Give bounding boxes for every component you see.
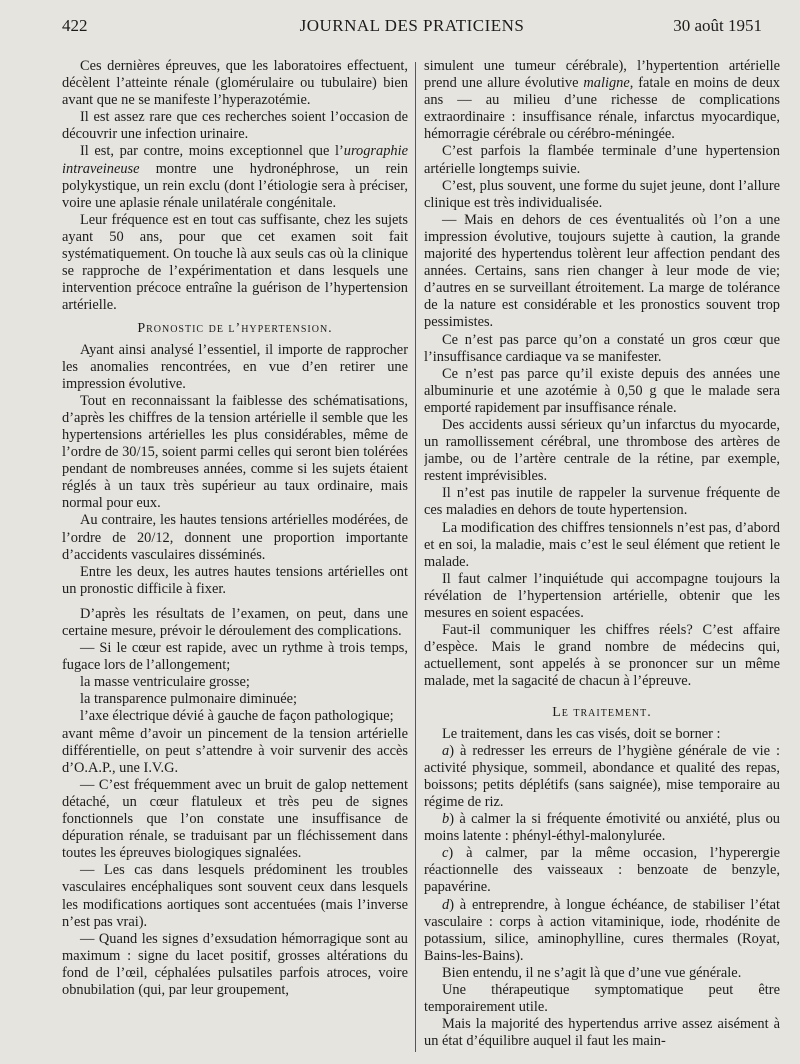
- page-number: 422: [62, 16, 88, 35]
- item-letter: c: [442, 845, 449, 862]
- paragraph: — Quand les signes d’exsudation hémorragique sont au maximum : signe du lacet positif, grosses altérations du fond de l’œil, céphalées pulsatiles parfois atroces, voire obnubilation (qui, par leur groupement,: [62, 930, 408, 998]
- text-run: ) à redresser les erreurs de l’hygiène générale de vie : activité physique, sommeil, abondance et qualité des repas, boissons; petits déplétifs (sans saignée), mise temporaire au régime de riz.: [424, 742, 780, 810]
- paragraph: La modification des chiffres tensionnels n’est pas, d’abord et en soi, la maladie, mais c’est le seul élément que retient le malade.: [424, 519, 780, 570]
- paragraph: Une thérapeutique symptomatique peut être temporairement utile.: [424, 981, 780, 1016]
- column-divider: [415, 62, 416, 1052]
- paragraph: la transparence pulmonaire diminuée;: [80, 691, 297, 708]
- journal-title: JOURNAL DES PRATICIENS: [299, 16, 525, 35]
- list-item: [424, 845, 780, 896]
- item-letter: d: [442, 896, 450, 913]
- paragraph: la masse ventriculaire grosse;: [80, 674, 250, 691]
- paragraph: — C’est fréquemment avec un bruit de galop nettement détaché, un cœur flatuleux et très peu de signes fonctionnels que l’on constate une insuffisance de dépuration rénale, se traduisant par un fléchissement dans toutes les épreuves biologiques signalées.: [62, 776, 408, 862]
- paragraph: Ces dernières épreuves, que les laboratoires effectuent, décèlent l’atteinte rénale (glomérulaire ou tubulaire) bien avant que ne se manifeste l’hyperazotémie.: [62, 58, 408, 109]
- list-item: [424, 811, 780, 845]
- paragraph: Tout en reconnaissant la faiblesse des schématisations, d’après les chiffres de la tension artérielle il semble que les hypertensions artérielles les plus considérables, même de l’ordre de 30/15, soient parmi celles qui seront bien tolérées pendant de nombreuses années, comme si les sujets étaient réglés à un taux très supérieur au taux ordinaire, mais normal pour eux.: [62, 392, 408, 512]
- paragraph: Faut-il communiquer les chiffres réels? C’est affaire d’espèce. Mais le grand nombre de médecins qui, actuellement, sont appelés à se prononcer sur un même malade, met la sagacité de chacun à l’épreuve.: [424, 622, 780, 690]
- paragraph: C’est parfois la flambée terminale d’une hypertension artérielle longtemps suivie.: [424, 143, 780, 177]
- paragraph: Le traitement, dans les cas visés, doit se borner :: [442, 725, 721, 742]
- paragraph: C’est, plus souvent, une forme du sujet jeune, dont l’allure clinique est très individualisée.: [424, 177, 780, 211]
- item-letter: a: [442, 742, 450, 759]
- list-item: [424, 743, 780, 811]
- paragraph: Il est assez rare que ces recherches soient l’occasion de découvrir une infection urinaire.: [62, 109, 408, 143]
- paragraph: l’axe électrique dévié à gauche de façon pathologique;: [80, 708, 394, 725]
- text-run: Il est, par contre, moins exceptionnel que l’: [80, 143, 344, 160]
- section-heading-treatment: Le traitement.: [552, 705, 652, 721]
- paragraph: Des accidents aussi sérieux qu’un infarctus du myocarde, un ramollissement cérébral, une thrombose des artères de jambe, ou de l’artère centrale de la rétine, par exemple, restent imprévisibles.: [424, 416, 780, 485]
- paragraph: Il n’est pas inutile de rappeler la survenue fréquente de ces maladies en dehors de toute hypertension.: [424, 485, 780, 519]
- paragraph: Au contraire, les hautes tensions artérielles modérées, de l’ordre de 20/12, donnent une proportion importante d’accidents vasculaires disséminés.: [62, 512, 408, 563]
- list-item: [424, 897, 780, 965]
- text-run: ) à entreprendre, à longue échéance, de stabiliser l’état vasculaire : corps à action vitaminique, iode, rhodénite de potassium, silice, aminophylline, cures thermales (Royat, Bains-les-Bains).: [424, 896, 780, 964]
- paragraph: D’après les résultats de l’examen, on peut, dans une certaine mesure, prévoir le déroulement des complications.: [62, 605, 408, 639]
- issue-date: 30 août 1951: [673, 16, 762, 35]
- paragraph: Leur fréquence est en tout cas suffisante, chez les sujets ayant 50 ans, pour que cet examen soit fait systématiquement. On touche là aux seuls cas où la clinique se rapproche de l’expérimentation et dans lesquels une intervention précoce entraîne la guérison de l’hypertension artérielle.: [62, 211, 408, 314]
- paragraph: Ce n’est pas parce qu’on a constaté un gros cœur que l’insuffisance cardiaque va se manifester.: [424, 331, 780, 365]
- page-header: [62, 14, 762, 38]
- paragraph: avant même d’avoir un pincement de la tension artérielle différentielle, on peut s’attendre à voir survenir des accès d’O.A.P., une I.V.G.: [62, 725, 408, 776]
- paragraph: Ayant ainsi analysé l’essentiel, il importe de rapprocher les anomalies rencontrées, en vue d’en retirer une impression évolutive.: [62, 341, 408, 392]
- spacer: [62, 598, 408, 606]
- left-column: [62, 58, 408, 1058]
- emphasis: urographie intraveineuse: [62, 143, 408, 177]
- text-run: simulent une tumeur cérébrale), l’hypertention artérielle prend une allure évolutive: [424, 58, 780, 92]
- paragraph: — Mais en dehors de ces éventualités où l’on a une impression évolutive, toujours sujette à caution, la grande majorité des hypertendus tolèrent leur affection pendant des années. Certains, sans rien changer à leur mode de vie; d’autres en se surveillant étroitement. La marge de tolérance de la nature est considérable et les pronostics souvent trop pessimistes.: [424, 211, 780, 331]
- text-run: , fatale en moins de deux ans — au milieu d’une richesse de complications extraordinaire : insuffisance rénale, infarctus myocardique, hémorragie cérébrale ou cérébro-méningée.: [424, 75, 780, 143]
- spacer: [424, 690, 780, 698]
- paragraph: Il faut calmer l’inquiétude qui accompagne toujours la révélation de l’hypertension artérielle, obtenir que les mesures en soient espacées.: [424, 570, 780, 621]
- paragraph: — Si le cœur est rapide, avec un rythme à trois temps, fugace lors de l’allongement;: [62, 640, 408, 674]
- right-column: [424, 58, 780, 1058]
- text-run: ) à calmer, par la même occasion, l’hyperergie réactionnelle des vaisseaux : benzoate de benzyle, papavérine.: [424, 845, 780, 896]
- paragraph: [62, 143, 408, 211]
- paragraph: [424, 58, 780, 143]
- item-letter: b: [442, 811, 450, 828]
- section-heading-prognosis: Pronostic de l’hypertension.: [137, 321, 333, 337]
- text-run: ) à calmer la si fréquente émotivité ou anxiété, plus ou moins latente : phényl-éthyl-malonylurée.: [424, 811, 780, 845]
- paragraph: Ce n’est pas parce qu’il existe depuis des années une albuminurie et une azotémie à 0,50 g que le malade sera emporté rapidement par insuffisance rénale.: [424, 365, 780, 416]
- paragraph: Entre les deux, les autres hautes tensions artérielles ont un pronostic difficile à fixer.: [62, 563, 408, 597]
- paragraph: Mais la majorité des hypertendus arrive assez aisément à un état d’équilibre auquel il faut les main-: [424, 1016, 780, 1050]
- text-run: montre une hydronéphrose, un rein polykystique, un rein exclu (dont l’étiologie sera à préciser, voire une aplasie rénale unilatérale congénitale.: [62, 160, 408, 211]
- paragraph: Bien entendu, il ne s’agit là que d’une vue générale.: [442, 964, 742, 981]
- paragraph: — Les cas dans lesquels prédominent les troubles vasculaires encéphaliques sont souvent ceux dans lesquels les modifications aortiques sont accentuées (mais l’inverse n’est pas vrai).: [62, 862, 408, 930]
- emphasis: maligne: [583, 75, 630, 92]
